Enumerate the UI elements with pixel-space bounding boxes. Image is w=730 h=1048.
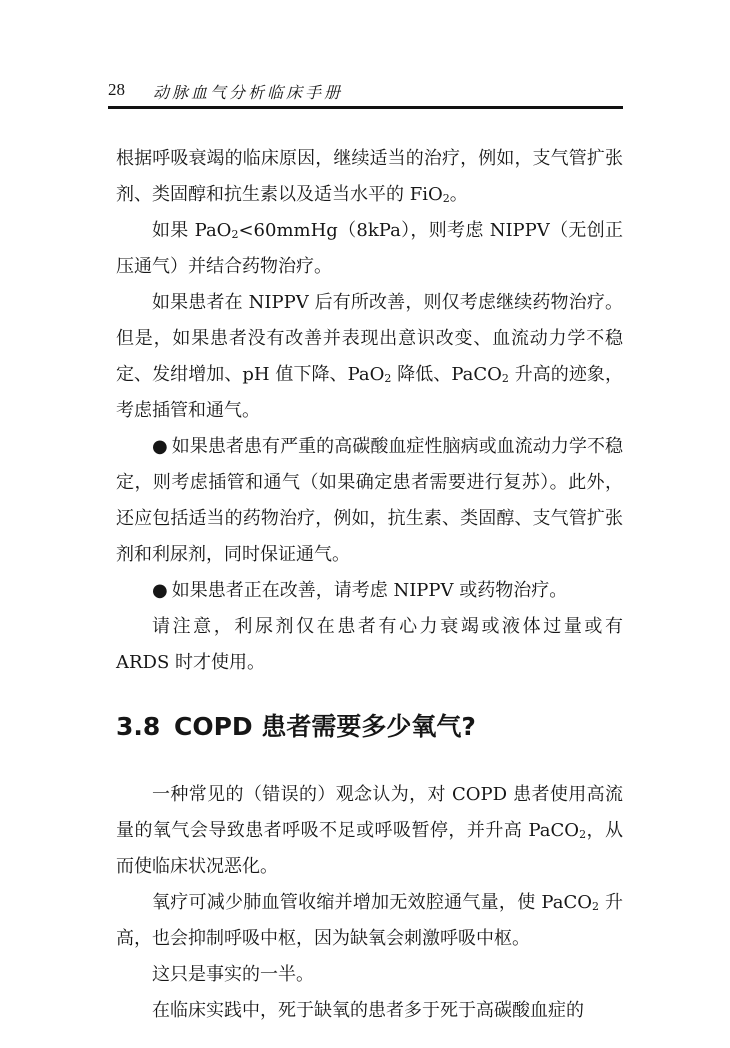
bullet-item-2: ● 如果患者正在改善，请考虑 NIPPV 或药物治疗。 (152, 580, 568, 601)
section-title: COPD 患者需要多少氧气? (174, 712, 476, 741)
section-heading (116, 711, 623, 743)
section-paragraph-4: 在临床实践中，死于缺氧的患者多于死于高碳酸血症的 (152, 1000, 584, 1021)
paragraph-1: 根据呼吸衰竭的临床原因，继续适当的治疗，例如，支气管扩张剂、类固醇和抗生素以及适当水平的 FiO$_2$。 (116, 148, 623, 205)
header-divider (108, 106, 623, 109)
paragraph-2: 如果 PaO$_2$<60mmHg（8kPa），则考虑 NIPPV（无创正压通气）并结合药物治疗。 (116, 220, 624, 277)
paragraph-note: 请注意，利尿剂仅在患者有心力衰竭或液体过量或有 ARDS 时才使用。 (116, 616, 623, 673)
running-title: 动脉血气分析临床手册 (153, 83, 344, 102)
section-paragraph-3: 这只是事实的一半。 (152, 964, 314, 985)
page-body (116, 141, 623, 1029)
bullet-item-1: ● 如果患者患有严重的高碳酸血症性脑病或血流动力学不稳定，则考虑插管和通气（如果确定患者需要进行复苏）。此外，还应包括适当的药物治疗，例如，抗生素、类固醇、支气管扩张剂和利尿剂，同时保证通气。 (116, 436, 623, 565)
section-paragraph-2: 氧疗可减少肺血管收缩并增加无效腔通气量，使 PaCO$_2$ 升高，也会抑制呼吸中枢，因为缺氧会刺激呼吸中枢。 (116, 892, 623, 949)
page-header (108, 80, 623, 104)
bullet-icon: ● (152, 580, 168, 601)
section-number: 3.8 (116, 712, 161, 741)
section-paragraph-1: 一种常见的（错误的）观念认为，对 COPD 患者使用高流量的氧气会导致患者呼吸不足或呼吸暂停，并升高 PaCO$_2$，从而使临床状况恶化。 (116, 784, 623, 877)
bullet-icon: ● (152, 436, 168, 457)
paragraph-3: 如果患者在 NIPPV 后有所改善，则仅考虑继续药物治疗。但是，如果患者没有改善并表现出意识改变、血流动力学不稳定、发绀增加、pH 值下降、PaO$_2$ 降低、PaCO$_2$ 升高的迹象，考虑插管和通气。 (116, 292, 623, 421)
page-number: 28 (108, 80, 125, 99)
